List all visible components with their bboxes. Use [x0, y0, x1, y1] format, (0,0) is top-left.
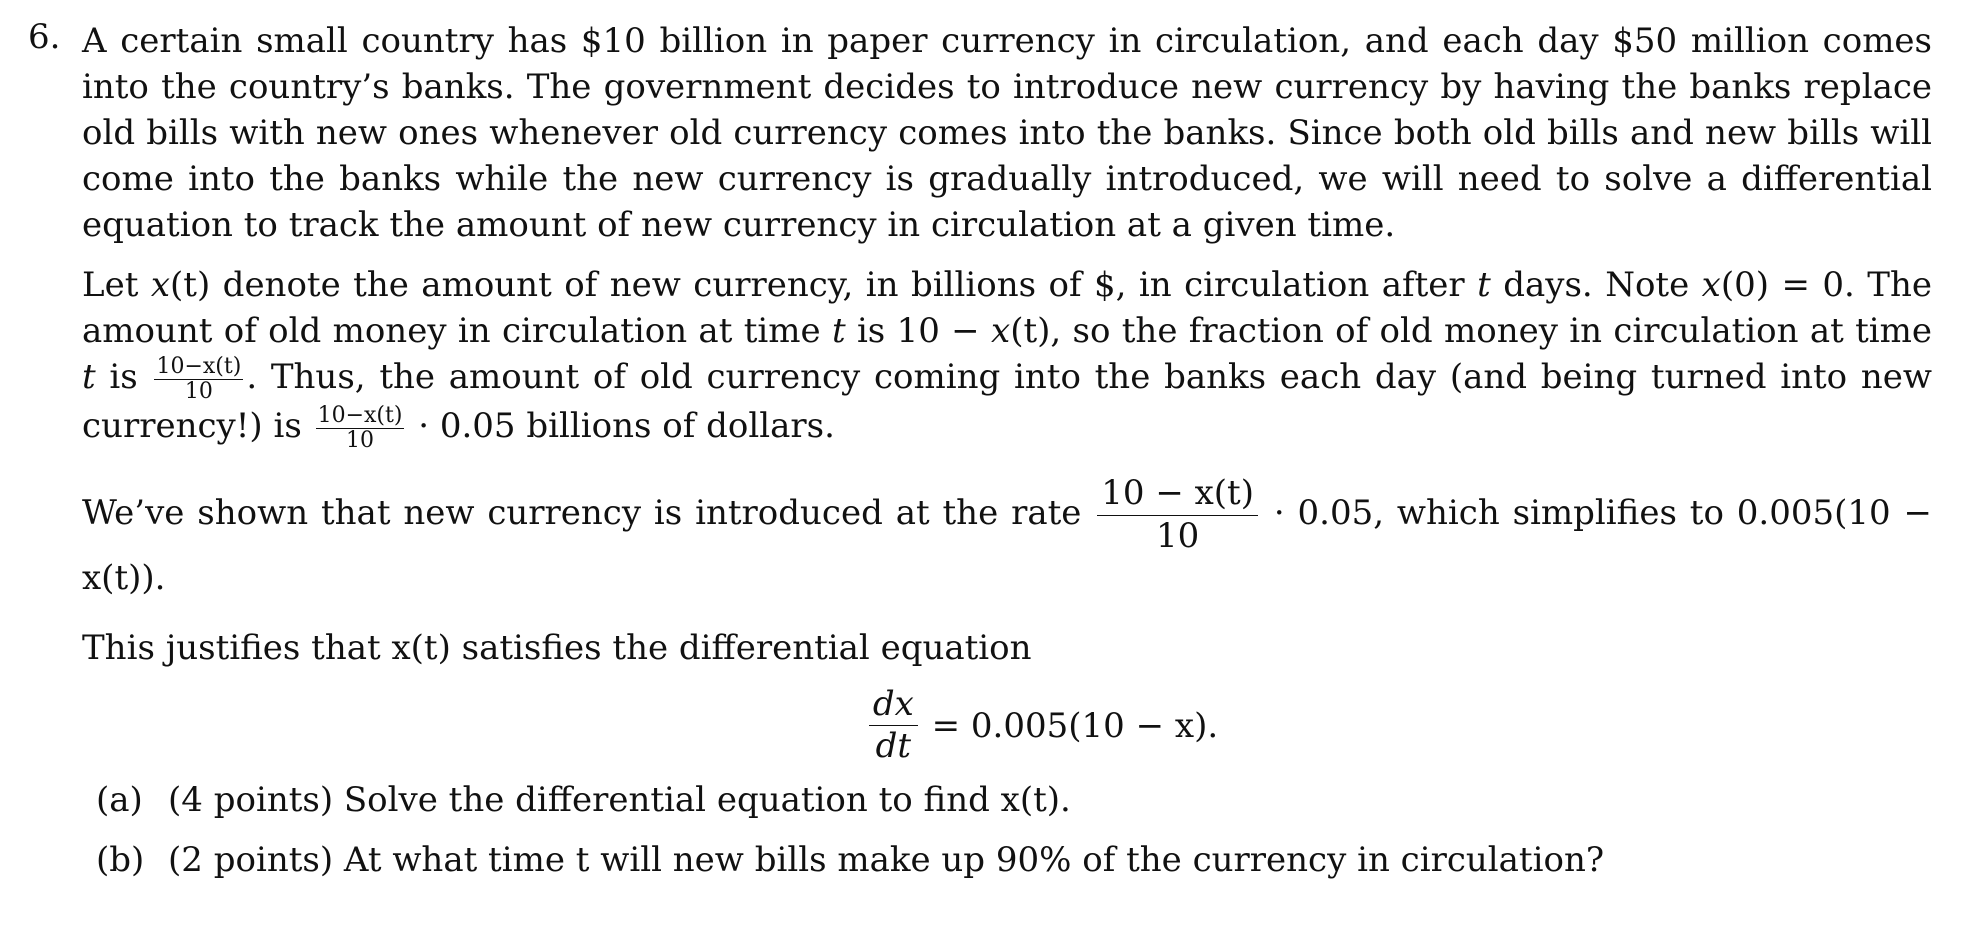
- paren-t2: (t): [1010, 311, 1051, 351]
- problem-body: [82, 18, 1932, 883]
- definition-paragraph: [82, 262, 1932, 452]
- text-old-money: . The amount of old money in circulation at time: [82, 265, 1933, 351]
- problem-intro: A certain small country has $10 billion in paper currency in circulation, and each day $50 million comes into the country’s banks. The government decides to introduce new currency by having the banks replace old bills with new ones whenever old currency comes into the banks. Since both old bills and new bills will come into the banks while the new currency is gradually introduced, we will need to solve a differential equation to track the amount of new currency in circulation at a given time.: [82, 21, 1932, 245]
- fraction-denominator: 10: [1155, 515, 1200, 556]
- initial-value: (0) = 0: [1720, 265, 1845, 305]
- text-denote: denote the amount of new currency, in billions of $, in circulation after: [210, 265, 1478, 305]
- text-let: Let: [82, 265, 151, 305]
- var-x2: x: [991, 311, 1011, 351]
- text-is: is: [95, 357, 152, 397]
- var-x: x: [150, 265, 171, 305]
- derivative-denominator: dt: [875, 726, 912, 767]
- part-text: (2 points) At what time t will new bills make up 90% of the currency in circulation?: [168, 839, 1605, 880]
- var-x0: x: [1701, 265, 1721, 305]
- text-note: days. Note: [1490, 265, 1702, 305]
- var-t2: t: [831, 311, 846, 351]
- fraction-denominator: 10: [184, 379, 213, 404]
- justify-text: This justifies that x(t) satisfies the differential equation: [82, 627, 1032, 668]
- rate-fraction: [1097, 473, 1258, 556]
- equation-rhs: = 0.005(10 − x).: [931, 705, 1219, 746]
- rate-paragraph: [82, 473, 1932, 600]
- text-rate: We’ve shown that new currency is introduced at the rate: [82, 493, 1095, 534]
- fraction-denominator: 10: [346, 428, 375, 454]
- part-label: (b): [96, 839, 145, 880]
- part-a: [96, 777, 1932, 823]
- text-thus: . Thus, the amount of old currency coming into the banks each day (and being turned into new currency!) is: [82, 357, 1933, 447]
- var-t: t: [1477, 265, 1491, 305]
- inline-fraction-1: [154, 355, 243, 403]
- fraction-numerator: 10 − x(t): [1097, 476, 1258, 516]
- part-text: (4 points) Solve the differential equation to find x(t).: [168, 779, 1071, 820]
- part-b: [96, 837, 1932, 883]
- derivative-numerator: dx: [869, 687, 918, 727]
- text-simplifies: · 0.05, which simplifies to 0.005(10 − x(t)).: [82, 493, 1932, 598]
- part-label: (a): [96, 779, 143, 820]
- fraction-numerator: 10−x(t): [156, 353, 242, 379]
- text-ten-minus: is 10 −: [845, 311, 991, 351]
- fraction-numerator: 10−x(t): [317, 403, 403, 428]
- var-t3: t: [82, 357, 96, 397]
- inline-fraction-2: [316, 404, 405, 452]
- derivative-fraction: [869, 683, 918, 767]
- differential-equation: [82, 683, 1932, 767]
- problem-number: 6.: [28, 17, 61, 57]
- question-parts: [82, 777, 1932, 883]
- paren-t: (t): [170, 265, 211, 305]
- text-billions: · 0.05 billions of dollars.: [407, 406, 835, 447]
- text-fraction-old: , so the fraction of old money in circulation at time: [1050, 311, 1932, 351]
